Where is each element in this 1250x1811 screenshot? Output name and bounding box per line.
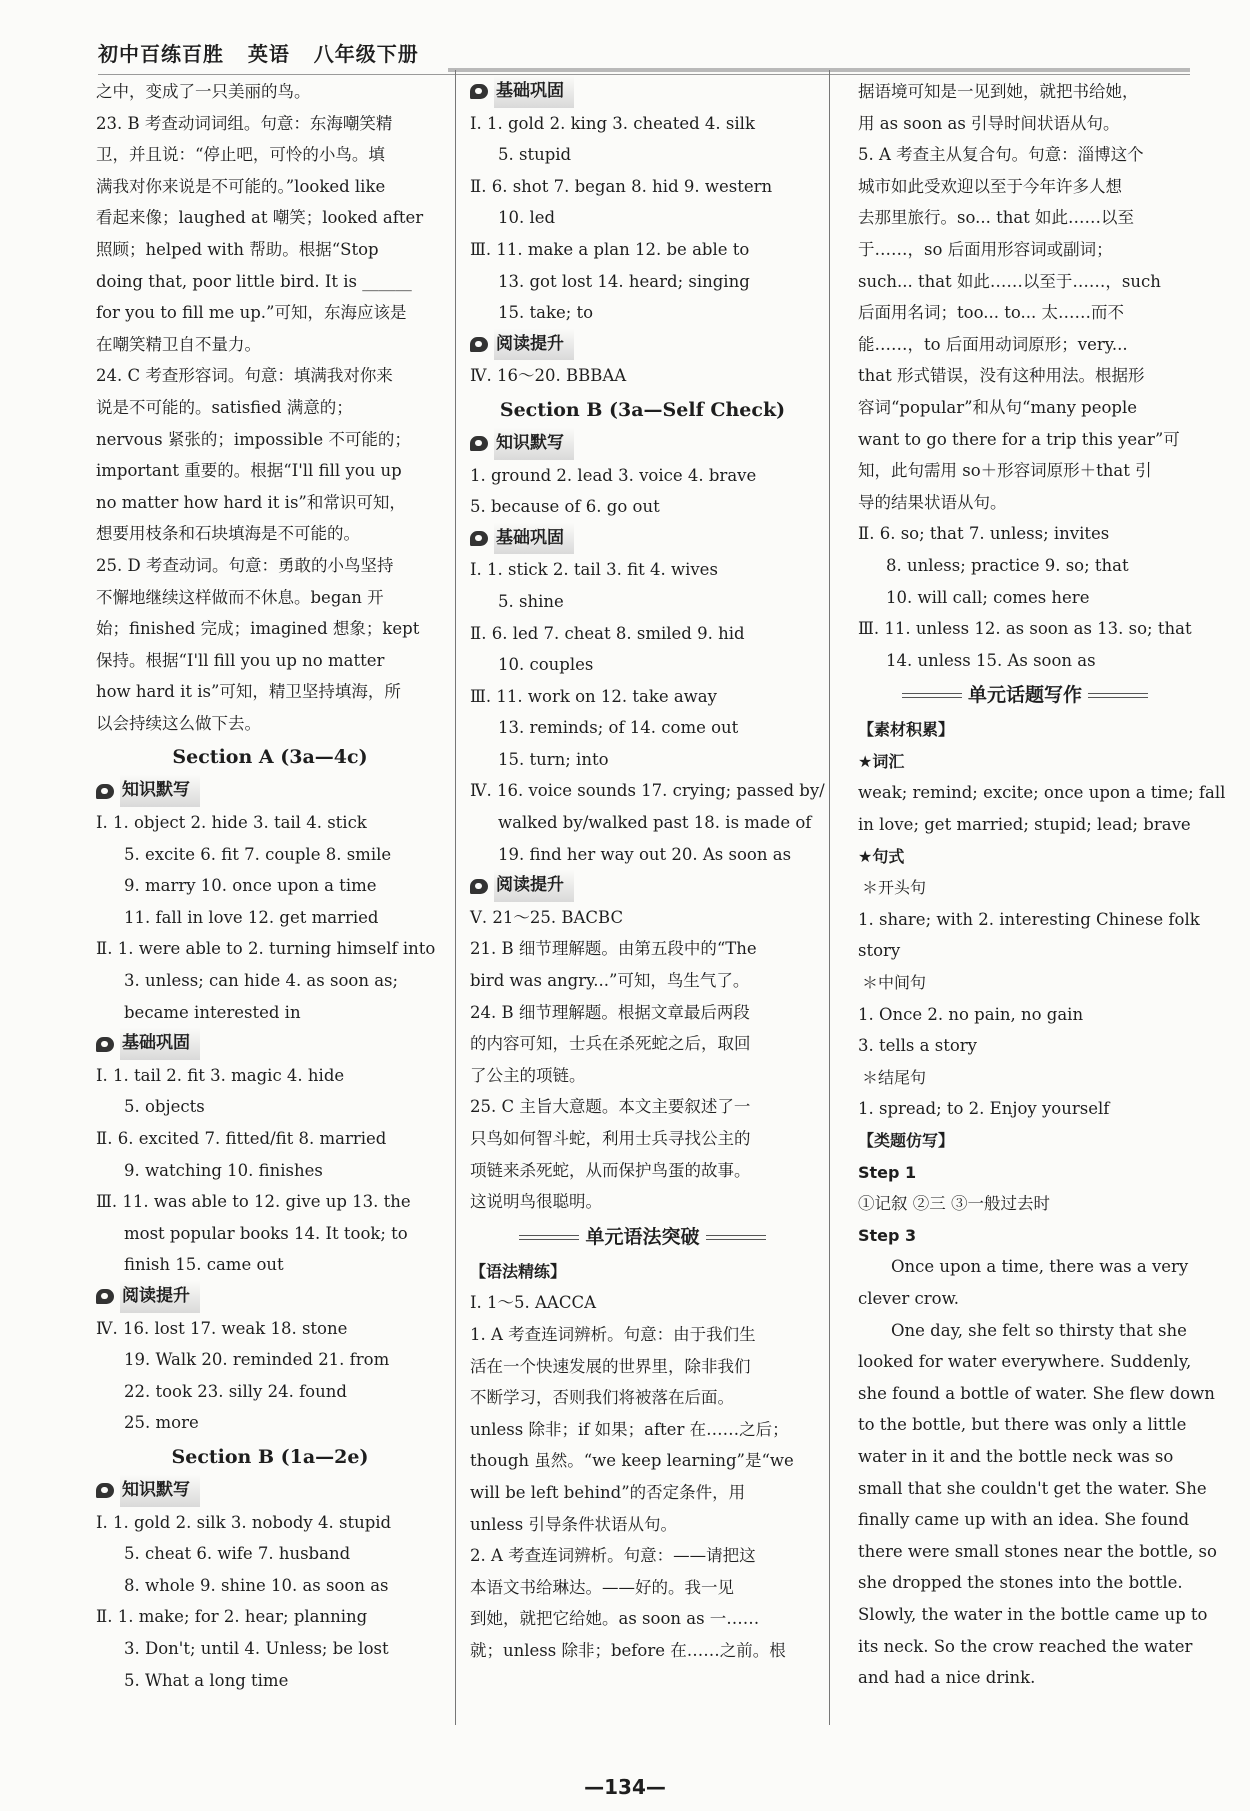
answer-line: 去那里旅行。so... that 如此……以至 — [858, 208, 1135, 228]
answer-line: how hard it is”可知，精卫坚持填海，所 — [96, 682, 401, 702]
answer-line: finally came up with an idea. She found — [858, 1510, 1190, 1530]
subsection-heading — [96, 775, 444, 807]
section-heading: Section B (1a—2e) — [171, 1445, 369, 1468]
speech-bubble-icon — [96, 1483, 114, 1498]
answer-line: Ⅰ. 1. gold 2. king 3. cheated 4. silk — [470, 113, 755, 133]
sentence-type-label: ＊开头句 — [862, 878, 927, 898]
answer-line: 卫，并且说：“停止吧，可怜的小鸟。填 — [96, 145, 385, 165]
answer-line: unless 除非；if 如果；after 在……之后； — [470, 1419, 789, 1439]
bracket-heading: Step 3 — [858, 1225, 917, 1245]
answer-line: 10. led — [498, 208, 556, 228]
answer-line: unless 引导条件状语从句。 — [470, 1514, 677, 1534]
answer-line: 8. whole 9. shine 10. as soon as — [124, 1575, 389, 1595]
subsection-heading — [96, 1028, 444, 1060]
answer-line: 不断学习，否则我们将被落在后面。 — [470, 1388, 734, 1408]
answer-line: Ⅰ. 1. stick 2. tail 3. fit 4. wives — [470, 560, 718, 580]
bracket-heading: 【素材积累】 — [858, 720, 955, 740]
answer-line: Ⅱ. 1. were able to 2. turning himself into — [96, 939, 436, 959]
answer-line: weak; remind; excite; once upon a time; fall — [858, 783, 1226, 803]
subsection-label: 基础巩固 — [120, 1028, 200, 1060]
section-heading: Section B (3a—Self Check) — [499, 398, 786, 421]
answer-line: 13. got lost 14. heard; singing — [498, 271, 750, 291]
speech-bubble-icon — [470, 84, 488, 99]
bracket-heading: ★词汇 — [858, 751, 905, 771]
speech-bubble-icon — [96, 784, 114, 799]
answer-line: Ⅱ. 6. so; that 7. unless; invites — [858, 524, 1110, 544]
answer-line: 5. objects — [124, 1097, 205, 1117]
column-divider-right — [829, 70, 830, 1725]
speech-bubble-icon — [470, 436, 488, 451]
answer-line: Ⅱ. 6. excited 7. fitted/fit 8. married — [96, 1129, 387, 1148]
bracket-heading: ★句式 — [858, 846, 905, 866]
answer-line: important 重要的。根据“I'll fill you up — [96, 461, 402, 481]
answer-line: she dropped the stones into the bottle. — [858, 1573, 1183, 1593]
answer-line: and had a nice drink. — [858, 1668, 1036, 1688]
answer-line: 看起来像；laughed at 嘲笑；looked after — [96, 208, 424, 228]
answer-line: story — [858, 941, 901, 961]
answer-line: there were small stones near the bottle, so — [858, 1541, 1217, 1561]
answer-line: 2. A 考查连词辨析。句意：——请把这 — [470, 1546, 756, 1566]
answer-line: 3. Don't; until 4. Unless; be lost — [124, 1638, 389, 1658]
speech-bubble-icon — [96, 1037, 114, 1052]
answer-column-2 — [470, 76, 825, 1667]
subsection-label: 知识默写 — [120, 1475, 200, 1507]
answer-line: Ⅴ. 21～25. BACBC — [470, 907, 624, 927]
answer-line: 于……，so 后面用形容词或副词； — [858, 239, 1113, 259]
answer-line: Ⅰ. 1. tail 2. fit 3. magic 4. hide — [96, 1065, 345, 1085]
answer-line: 容词“popular”和从句“many people — [858, 397, 1138, 417]
answer-line: finish 15. came out — [124, 1255, 284, 1275]
answer-line: to the bottle, but there was only a little — [858, 1415, 1187, 1435]
answer-line: 城市如此受欢迎以至于今年许多人想 — [858, 176, 1122, 196]
answer-line: 11. fall in love 12. get married — [124, 907, 379, 927]
answer-line: such... that 如此……以至于……，such — [858, 271, 1161, 291]
answer-line: Ⅳ. 16～20. BBBAA — [470, 366, 627, 386]
answer-line: 的内容可知，士兵在杀死蛇之后，取回 — [470, 1034, 751, 1054]
sentence-type-label: ＊中间句 — [862, 973, 927, 993]
answer-line: 5. What a long time — [124, 1670, 289, 1690]
answer-line: Once upon a time, there was a very — [891, 1257, 1189, 1277]
subsection-heading — [96, 1281, 444, 1313]
answer-line: 9. marry 10. once upon a time — [124, 876, 377, 896]
answer-line: 1. spread; to 2. Enjoy yourself — [858, 1099, 1110, 1119]
subsection-label: 基础巩固 — [494, 76, 574, 108]
header-rule — [448, 68, 1190, 72]
answer-line: 23. B 考查动词词组。句意：东海嘲笑精 — [96, 113, 393, 133]
answer-line: Ⅱ. 6. shot 7. began 8. hid 9. western — [470, 176, 773, 196]
unit-heading-label: 单元语法突破 — [585, 1225, 700, 1248]
answer-line: One day, she felt so thirsty that she — [891, 1320, 1187, 1340]
answer-line: 3. unless; can hide 4. as soon as; — [124, 971, 399, 991]
answer-line: 导的结果状语从句。 — [858, 492, 1007, 512]
answer-line: bird was angry...”可知，鸟生气了。 — [470, 971, 750, 991]
answer-line: 24. B 细节理解题。根据文章最后两段 — [470, 1002, 750, 1022]
unit-heading-label: 单元话题写作 — [967, 684, 1082, 707]
answer-line: 到她，就把它给她。as soon as 一…… — [470, 1609, 760, 1629]
answer-line: 后面用名词；too... to... 太……而不 — [858, 303, 1124, 323]
speech-bubble-icon — [470, 531, 488, 546]
answer-line: 始；finished 完成；imagined 想象；kept — [96, 619, 420, 639]
answer-line: 5. A 考查主从复合句。句意：淄博这个 — [858, 145, 1144, 165]
answer-line: clever crow. — [858, 1288, 959, 1308]
answer-line: 不懈地继续这样做而不休息。began 开 — [96, 587, 384, 607]
heading-rule-right — [1088, 693, 1148, 698]
answer-line: Slowly, the water in the bottle came up to — [858, 1604, 1208, 1624]
subsection-heading — [96, 1475, 444, 1507]
answer-line: walked by/walked past 18. is made of — [498, 813, 812, 833]
answer-line: looked for water everywhere. Suddenly, — [858, 1352, 1192, 1372]
page-number: —134— — [584, 1775, 666, 1799]
answer-line: 8. unless; practice 9. so; that — [886, 555, 1129, 575]
answer-column-1 — [96, 76, 444, 1696]
answer-line: in love; get married; stupid; lead; brave — [858, 815, 1191, 835]
answer-line: 5. because of 6. go out — [470, 497, 660, 517]
subsection-label: 阅读提升 — [494, 870, 574, 902]
answer-line: 这说明鸟很聪明。 — [470, 1192, 602, 1212]
subsection-label: 阅读提升 — [494, 329, 574, 361]
answer-line: 5. shine — [498, 591, 564, 611]
section-heading: Section A (3a—4c) — [172, 746, 368, 769]
answer-line: water in it and the bottle neck was so — [858, 1446, 1174, 1466]
speech-bubble-icon — [96, 1289, 114, 1304]
answer-line: 9. watching 10. finishes — [124, 1160, 323, 1180]
answer-line: most popular books 14. It took; to — [124, 1223, 408, 1243]
answer-line: Ⅰ. 1～5. AACCA — [470, 1293, 596, 1313]
answer-line: Ⅱ. 1. make; for 2. hear; planning — [96, 1607, 368, 1627]
answer-line: 知，此句需用 so＋形容词原形＋that 引 — [858, 461, 1152, 481]
answer-line: 了公主的项链。 — [470, 1065, 586, 1085]
answer-line: 之中，变成了一只美丽的鸟。 — [96, 82, 311, 101]
answer-line: though 虽然。“we keep learning”是“we — [470, 1451, 794, 1471]
answer-line: 在嘲笑精卫自不量力。 — [96, 334, 261, 354]
book-title: 初中百练百胜 英语 八年级下册 — [98, 42, 419, 66]
answer-line: 5. cheat 6. wife 7. husband — [124, 1544, 351, 1564]
answer-line: Ⅲ. 11. make a plan 12. be able to — [470, 239, 750, 259]
answer-line: became interested in — [124, 1002, 301, 1022]
answer-line: 3. tells a story — [858, 1036, 977, 1056]
subsection-heading — [470, 428, 815, 460]
answer-line: its neck. So the crow reached the water — [858, 1636, 1193, 1656]
answer-line: Ⅰ. 1. gold 2. silk 3. nobody 4. stupid — [96, 1512, 392, 1532]
answer-column-3 — [858, 76, 1226, 1694]
answer-line: 1. share; with 2. interesting Chinese folk — [858, 909, 1200, 929]
page-header — [98, 38, 1190, 72]
answer-line: 用 as soon as 引导时间状语从句。 — [858, 113, 1120, 133]
answer-line: 10. couples — [498, 655, 594, 675]
subsection-label: 阅读提升 — [120, 1281, 200, 1313]
answer-line: 14. unless 15. As soon as — [886, 650, 1096, 670]
answer-line: Ⅰ. 1. object 2. hide 3. tail 4. stick — [96, 813, 367, 833]
bracket-heading: 【类题仿写】 — [858, 1131, 955, 1150]
answer-line: 15. turn; into — [498, 749, 609, 769]
answer-line: 活在一个快速发展的世界里，除非我们 — [470, 1356, 751, 1376]
subsection-heading — [470, 870, 815, 902]
answer-line: small that she couldn't get the water. She — [858, 1478, 1207, 1498]
answer-line: 25. more — [124, 1413, 199, 1433]
answer-line: 24. C 考查形容词。句意：填满我对你来 — [96, 366, 393, 386]
unit-heading — [470, 1218, 815, 1256]
answer-line: will be left behind”的否定条件，用 — [470, 1482, 746, 1502]
answer-line: 想要用枝条和石块填海是不可能的。 — [96, 524, 360, 544]
header-underline — [98, 74, 1190, 75]
answer-line: Ⅱ. 6. led 7. cheat 8. smiled 9. hid — [470, 623, 745, 643]
subsection-heading — [470, 523, 815, 555]
speech-bubble-icon — [470, 879, 488, 894]
answer-line: 22. took 23. silly 24. found — [124, 1381, 347, 1401]
answer-line: 25. D 考查动词。句意：勇敢的小鸟坚持 — [96, 555, 394, 575]
answer-line: 5. stupid — [498, 145, 572, 165]
answer-line: 本语文书给琳达。——好的。我一见 — [470, 1577, 734, 1597]
answer-line: 5. excite 6. fit 7. couple 8. smile — [124, 844, 392, 864]
answer-line: 13. reminds; of 14. come out — [498, 718, 739, 738]
answer-line: doing that, poor little bird. It is ______ — [96, 271, 412, 291]
answer-line: 说是不可能的。satisfied 满意的； — [96, 397, 353, 417]
answer-line: 21. B 细节理解题。由第五段中的“The — [470, 939, 757, 959]
answer-line: 就；unless 除非；before 在……之前。根 — [470, 1640, 786, 1660]
answer-line: 保持。根据“I'll fill you up no matter — [96, 650, 385, 670]
subsection-heading — [470, 76, 815, 108]
answer-line: Ⅳ. 16. voice sounds 17. crying; passed by/ — [470, 781, 825, 801]
answer-line: 19. find her way out 20. As soon as — [498, 844, 792, 864]
answer-line: for you to fill me up.”可知，东海应该是 — [96, 303, 407, 323]
answer-line: Ⅳ. 16. lost 17. weak 18. stone — [96, 1318, 348, 1338]
speech-bubble-icon — [470, 337, 488, 352]
bracket-heading: Step 1 — [858, 1162, 917, 1182]
answer-line: no matter how hard it is”和常识可知， — [96, 492, 406, 512]
heading-rule-left — [519, 1235, 579, 1240]
answer-line: 项链来杀死蛇，从而保护鸟蛋的故事。 — [470, 1160, 751, 1180]
heading-rule-right — [706, 1235, 766, 1240]
answer-line: 能……，to 后面用动词原形；very... — [858, 334, 1128, 354]
sentence-type-label: ＊结尾句 — [862, 1067, 927, 1087]
unit-heading — [858, 676, 1192, 714]
answer-line: 15. take; to — [498, 303, 594, 323]
subsection-label: 知识默写 — [494, 428, 574, 460]
answer-line: Ⅲ. 11. was able to 12. give up 13. the — [96, 1192, 411, 1212]
answer-line: 10. will call; comes here — [886, 587, 1090, 607]
answer-line: 1. ground 2. lead 3. voice 4. brave — [470, 465, 757, 485]
answer-line: 满我对你来说是不可能的。”looked like — [96, 176, 386, 196]
answer-line: 以会持续这么做下去。 — [96, 713, 261, 733]
heading-rule-left — [902, 693, 962, 698]
answer-line: she found a bottle of water. She flew down — [858, 1383, 1215, 1403]
bracket-heading: 【语法精练】 — [470, 1261, 567, 1281]
subsection-label: 基础巩固 — [494, 523, 574, 555]
subsection-label: 知识默写 — [120, 775, 200, 807]
answer-line: 1. Once 2. no pain, no gain — [858, 1004, 1084, 1024]
answer-line: 据语境可知是一见到她，就把书给她， — [858, 82, 1139, 101]
subsection-heading — [470, 329, 815, 361]
answer-line: 1. A 考查连词辨析。句意：由于我们生 — [470, 1324, 756, 1344]
answer-line: want to go there for a trip this year”可 — [858, 429, 1180, 449]
answer-line: that 形式错误，没有这种用法。根据形 — [858, 366, 1145, 386]
answer-line: 19. Walk 20. reminded 21. from — [124, 1350, 390, 1370]
column-divider-left — [455, 70, 456, 1725]
answer-line: 25. C 主旨大意题。本文主要叙述了一 — [470, 1097, 751, 1117]
answer-line: ①记叙 ②三 ③一般过去时 — [858, 1194, 1050, 1214]
answer-line: 照顾；helped with 帮助。根据“Stop — [96, 239, 379, 259]
answer-line: Ⅲ. 11. unless 12. as soon as 13. so; that — [858, 619, 1192, 639]
answer-line: 只鸟如何智斗蛇，利用士兵寻找公主的 — [470, 1129, 751, 1148]
answer-line: Ⅲ. 11. work on 12. take away — [470, 686, 717, 706]
answer-line: nervous 紧张的；impossible 不可能的； — [96, 429, 411, 449]
